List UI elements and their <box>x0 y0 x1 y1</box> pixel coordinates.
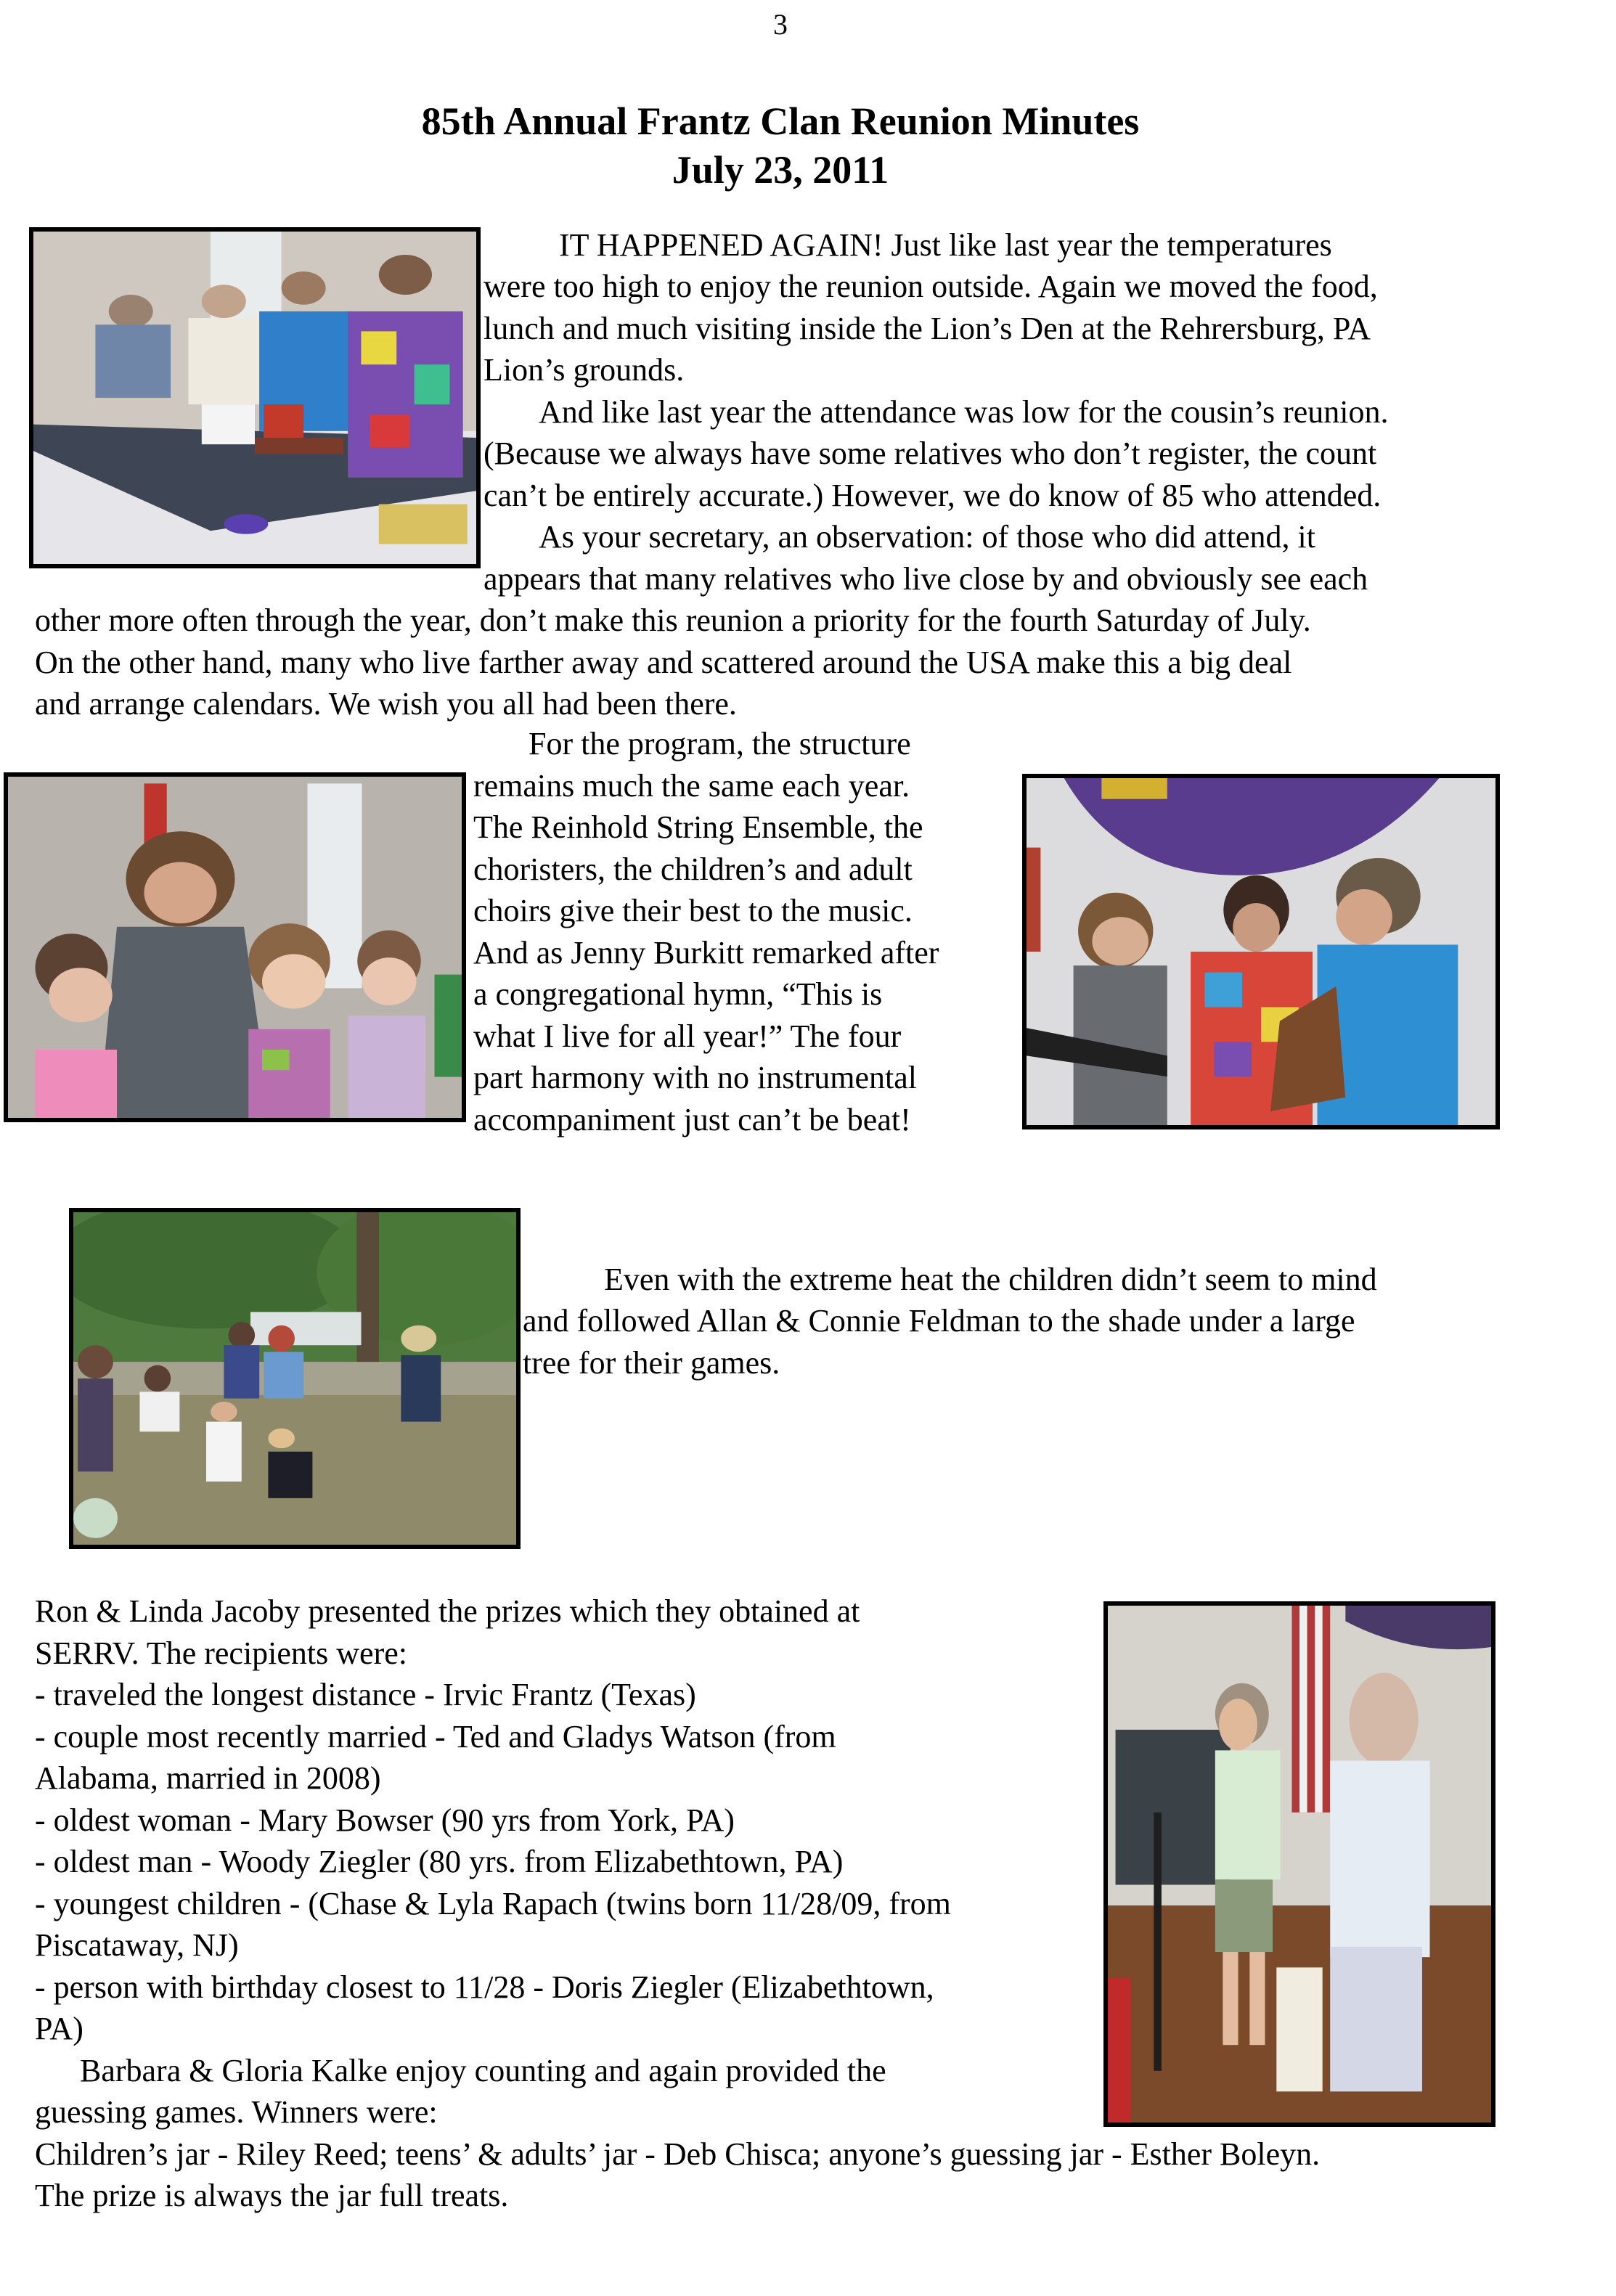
program-line-7: a congregational hymn, “This is <box>473 976 883 1012</box>
prize-recipient: - traveled the longest distance - Irvic Frantz (Texas) <box>35 1677 696 1712</box>
guessing-line-2: guessing games. Winners were: <box>35 2094 438 2130</box>
prize-recipient-cont: Alabama, married in 2008) <box>35 1760 381 1796</box>
photo-children-games <box>69 1208 521 1549</box>
intro-line-8: As your secretary, an observation: of those who did attend, it <box>539 519 1315 555</box>
intro-line-4: Lion’s grounds. <box>483 352 685 388</box>
program-line-10: accompaniment just can’t be beat! <box>473 1102 911 1137</box>
page-title: 85th Annual Frantz Clan Reunion Minutes <box>421 99 1140 143</box>
page-date: July 23, 2011 <box>672 148 889 192</box>
prizes-line-1: Ron & Linda Jacoby presented the prizes which they obtained at <box>35 1593 860 1629</box>
intro-line-2: were too high to enjoy the reunion outside. Again we moved the food, <box>483 269 1378 304</box>
prize-recipient-cont: PA) <box>35 2011 83 2046</box>
prize-recipient: - oldest man - Woody Ziegler (80 yrs. from Elizabethtown, PA) <box>35 1844 844 1879</box>
program-line-5: choirs give their best to the music. <box>473 893 913 928</box>
intro-line-1: IT HAPPENED AGAIN! Just like last year the temperatures <box>559 227 1332 263</box>
photo-string-ensemble <box>1022 774 1500 1129</box>
program-line-6: And as Jenny Burkitt remarked after <box>473 935 939 971</box>
children-line-3: tree for their games. <box>523 1345 780 1381</box>
program-line-2: remains much the same each year. <box>473 768 910 804</box>
photo-woman-with-children <box>4 772 466 1122</box>
program-line-8: what I live for all year!” The four <box>473 1018 902 1054</box>
intro-line-3: lunch and much visiting inside the Lion’s Den at the Rehrersburg, PA <box>483 311 1371 346</box>
prize-recipient-cont: Piscataway, NJ) <box>35 1927 239 1963</box>
intro-line-6: (Because we always have some relatives who don’t register, the count <box>483 436 1377 471</box>
wide-line-3: and arrange calendars. We wish you all had been there. <box>35 686 737 722</box>
program-line-1: For the program, the structure <box>529 726 911 761</box>
prizes-line-2: SERRV. The recipients were: <box>35 1635 407 1671</box>
closing-line: The prize is always the jar full treats. <box>35 2178 509 2213</box>
page-number: 3 <box>773 8 788 41</box>
intro-line-5: And like last year the attendance was low for the cousin’s reunion. <box>539 394 1389 430</box>
program-line-4: choristers, the children’s and adult <box>473 851 913 887</box>
jar-winners-line: Children’s jar - Riley Reed; teens’ & adults’ jar - Deb Chisca; anyone’s guessing jar - Esther Boleyn. <box>35 2136 1321 2172</box>
wide-line-2: On the other hand, many who live farther away and scattered around the USA make this a big deal <box>35 645 1292 680</box>
prize-recipient: - couple most recently married - Ted and Gladys Watson (from <box>35 1719 836 1754</box>
guessing-line-1: Barbara & Gloria Kalke enjoy counting and again provided the <box>80 2053 886 2088</box>
intro-line-7: can’t be entirely accurate.) However, we do know of 85 who attended. <box>483 478 1382 513</box>
photo-prize-presenters <box>1103 1601 1495 2127</box>
photo-buffet-line <box>29 227 481 568</box>
program-line-9: part harmony with no instrumental <box>473 1060 917 1095</box>
prize-recipient: - oldest woman - Mary Bowser (90 yrs from York, PA) <box>35 1802 735 1838</box>
program-line-3: The Reinhold String Ensemble, the <box>473 809 923 845</box>
intro-line-9: appears that many relatives who live close by and obviously see each <box>483 561 1368 597</box>
children-line-1: Even with the extreme heat the children didn’t seem to mind <box>604 1262 1377 1297</box>
prize-recipient: - youngest children - (Chase & Lyla Rapach (twins born 11/28/09, from <box>35 1886 951 1921</box>
wide-line-1: other more often through the year, don’t make this reunion a priority for the fourth Saturday of July. <box>35 602 1311 638</box>
prize-recipient: - person with birthday closest to 11/28 - Doris Ziegler (Elizabethtown, <box>35 1969 934 2005</box>
children-line-2: and followed Allan & Connie Feldman to the shade under a large <box>523 1303 1355 1339</box>
